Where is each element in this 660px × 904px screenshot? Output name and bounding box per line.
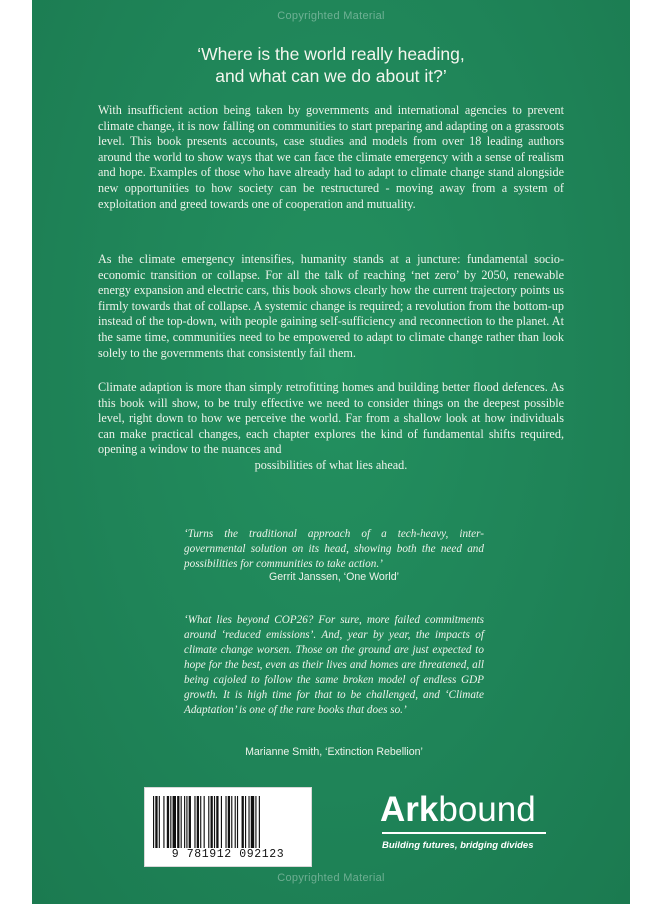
barcode-bar xyxy=(181,796,182,848)
barcode-bar xyxy=(197,796,199,848)
barcode-bars xyxy=(153,796,303,848)
blurb-paragraph-2: As the climate emergency intensifies, humanity stands at a juncture: fundamental socio-economic transition or collapse. For all the talk of reaching ‘net zero’ by 2050, renewable energy expansion and electric cars, this book shows clearly how the current trajectory points us firmly towards that of collapse. A systemic change is required; a revolution from the bottom-up instead of the top-down, with people gaining self-sufficiency and reconnection to the planet. At the same time, communities need to be empowered to adapt to climate change rather than look solely to the governments that consistently fail them. xyxy=(98,252,564,360)
publisher-name-regular: bound xyxy=(438,790,536,829)
barcode-bar xyxy=(163,796,164,848)
blurb-paragraph-3 xyxy=(98,380,564,474)
barcode-bar xyxy=(167,796,169,848)
barcode-bar xyxy=(184,796,185,848)
barcode-bar xyxy=(170,796,171,848)
barcode-bar xyxy=(200,796,201,848)
barcode-bar xyxy=(204,796,205,848)
barcode-bar xyxy=(255,796,256,848)
barcode-bar xyxy=(251,796,254,848)
headline-line-1: ‘Where is the world really heading, xyxy=(197,44,465,64)
back-cover xyxy=(32,0,630,904)
barcode-bar xyxy=(214,796,215,848)
barcode-bar xyxy=(225,796,226,848)
blurb-paragraph-3-last-line: possibilities of what lies ahead. xyxy=(254,457,408,472)
barcode-bar xyxy=(155,796,157,848)
review-attribution-2: Marianne Smith, ‘Extinction Rebellion’ xyxy=(245,746,423,758)
barcode-bar xyxy=(194,796,195,848)
publisher-name xyxy=(380,790,536,830)
review-quote-1: ‘Turns the traditional approach of a tech-heavy, inter-governmental solution on its head, showing both the need and possibilities for communities to take action.’ xyxy=(184,528,484,570)
barcode-bar xyxy=(216,796,218,848)
barcode-bar xyxy=(186,796,187,848)
barcode-bar xyxy=(211,796,213,848)
barcode-bar xyxy=(221,796,222,848)
publisher-tagline: Building futures, bridging divides xyxy=(382,840,534,851)
barcode-bar xyxy=(153,796,154,848)
barcode-bar xyxy=(177,796,179,848)
barcode-bar xyxy=(189,796,191,848)
review-quote-2: ‘What lies beyond COP26? For sure, more failed commitments around ‘reduced emissions’. And, year by year, the impacts of climate change worsen. Those on the ground are just expected to hope for the best, even as their lives and homes are threatened, all being cajoled to follow the same broken model of endless GDP growth. It is high time for that to be challenged, and ‘Climate Adaptation’ is one of the rare books that does so.’ xyxy=(184,614,484,716)
blurb-paragraph-3-text: Climate adaption is more than simply retrofitting homes and building better flood defences. As this book will show, to be truly effective we need to consider things on the deepest possible level, right down to how we perceive the world. Far from a shallow look at how individuals can make practical changes, each chapter explores the kind of fundamental shifts required, opening a window to the nuances and xyxy=(98,380,564,457)
blurb-paragraph-1: With insufficient action being taken by governments and international agencies to prevent climate change, it is now falling on communities to start preparing and adapting on a grassroots level. This book presents accounts, case studies and models from over 18 leading authors around the world to show ways that we can face the climate emergency with a sense of realism and hope. Examples of those who have already had to adapt to climate change stand alongside new opportunities to how society can be restructured - moving away from a system of exploitation and greed towards one of cooperation and mutuality. xyxy=(98,103,564,211)
isbn-barcode xyxy=(144,787,312,867)
barcode-bar xyxy=(259,796,260,848)
isbn-number: 9 781912 092123 xyxy=(171,848,285,861)
barcode-bar xyxy=(208,796,209,848)
copyright-watermark-top: Copyrighted Material xyxy=(277,10,385,22)
barcode-bar xyxy=(248,796,249,848)
barcode-bar xyxy=(159,796,160,848)
headline-line-2: and what can we do about it?’ xyxy=(215,66,447,86)
barcode-bar xyxy=(237,796,238,848)
barcode-bar xyxy=(231,796,232,848)
review-attribution-1: Gerrit Janssen, ‘One World’ xyxy=(269,571,399,583)
logo-underline xyxy=(382,832,546,834)
publisher-name-bold: Ark xyxy=(380,790,439,829)
barcode-bar xyxy=(242,796,244,848)
publisher-logo xyxy=(380,790,560,860)
headline xyxy=(32,43,630,87)
barcode-bar xyxy=(245,796,246,848)
barcode-bar xyxy=(228,796,230,848)
copyright-watermark-bottom: Copyrighted Material xyxy=(277,872,385,884)
barcode-bar xyxy=(235,796,236,848)
barcode-bar xyxy=(173,796,176,848)
